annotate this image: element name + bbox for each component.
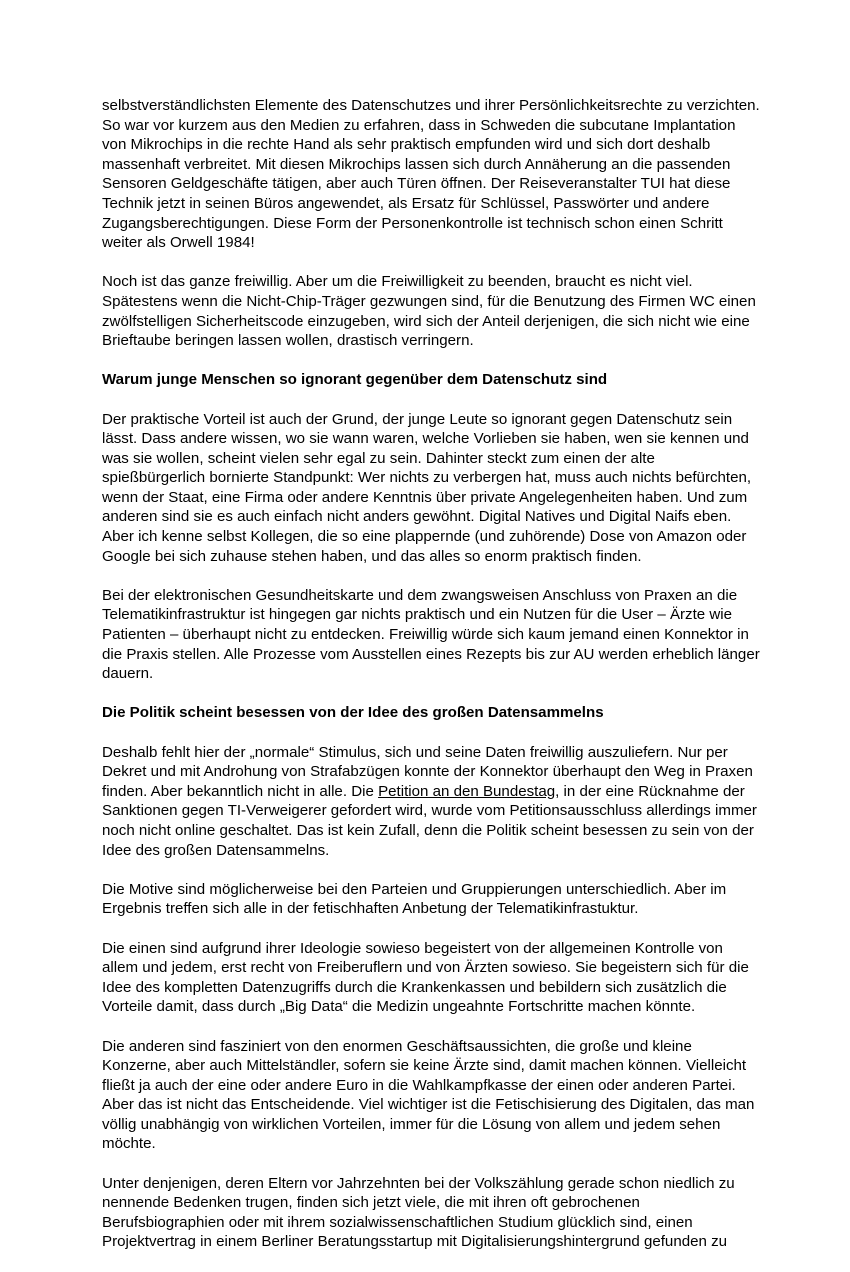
- paragraph-microchips: selbstverständlichsten Elemente des Datenschutzes und ihrer Persönlichkeitsrechte zu verzichten. So war vor kurzem aus den Medien zu erfahren, dass in Schweden die subcutane Implantation von Mikrochips in die rechte Hand als sehr praktisch empfunden wird und sich dort deshalb massenhaft verbreitet. Mit diesen Mikrochips lassen sich durch Annäherung an die passenden Sensoren Geldgeschäfte tätigen, aber auch Türen öffnen. Der Reiseveranstalter TUI hat diese Technik jetzt in seinen Büros angewendet, als Ersatz für Schlüssel, Passwörter und andere Zugangsberechtigungen. Diese Form der Personenkontrolle ist technisch schon einen Schritt weiter als Orwell 1984!: [102, 97, 760, 252]
- paragraph-petition: [102, 743, 762, 861]
- petition-link[interactable]: Petition an den Bundestag: [378, 782, 556, 800]
- document-page: [102, 96, 762, 1272]
- petition-text-after: , in der eine Rücknahme der Sanktionen gegen TI-Verweigerer gefordert wird, wurde vom Petitionsausschluss allerdings immer noch nicht online geschaltet. Das ist kein Zufall, denn die Politik scheint besessen zu sein von der Idee des großen Datensammelns.: [102, 782, 757, 859]
- paragraph-health-card: Bei der elektronischen Gesundheitskarte und dem zwangsweisen Anschluss von Praxen an die Telematikinfrastruktur ist hingegen gar nichts praktisch und ein Nutzen für die User – Ärzte wie Patienten – überhaupt nicht zu entdecken. Freiwillig würde sich kaum jemand einen Konnektor in die Praxis stellen. Alle Prozesse vom Ausstellen eines Rezepts bis zur AU werden erheblich länger dauern.: [102, 586, 760, 683]
- paragraph-ideology: Die einen sind aufgrund ihrer Ideologie sowieso begeistert von der allgemeinen Kontrolle von allem und jedem, erst recht von Freiberuflern und von Ärzten sowieso. Sie begeistern sich für die Idee des kompletten Datenzugriffs durch die Krankenkassen und bebildern sich zusätzlich die Vorteile damit, dass durch „Big Data“ die Medizin ungeahnte Fortschritte machen könnte.: [102, 939, 749, 1016]
- paragraph-practical-advantage: Der praktische Vorteil ist auch der Grund, der junge Leute so ignorant gegen Datenschutz sein lässt. Dass andere wissen, wo sie wann waren, welche Vorlieben sie haben, wen sie kennen und was sie wollen, scheint vielen sehr egal zu sein. Dahinter steckt zum einen der alte spießbürgerlich bornierte Standpunkt: Wer nichts zu verbergen hat, muss auch nichts befürchten, wenn der Staat, eine Firma oder andere Kenntnis über private Angelegenheiten haben. Und zum anderen sind sie es auch einfach nicht anders gewöhnt. Digital Natives und Digital Naifs eben. Aber ich kenne selbst Kollegen, die so eine plappernde (und zuhörende) Dose von Amazon oder Google bei sich zuhause stehen haben, und das alles so enorm praktisch finden.: [102, 410, 752, 565]
- paragraph-motives: Die Motive sind möglicherweise bei den Parteien und Gruppierungen unterschiedlich. Aber im Ergebnis treffen sich alle in der fetischhaften Anbetung der Telematikinfrastuktur.: [102, 880, 727, 918]
- heading-young-people: Warum junge Menschen so ignorant gegenüber dem Datenschutz sind: [102, 371, 608, 389]
- paragraph-voluntariness: Noch ist das ganze freiwillig. Aber um die Freiwilligkeit zu beenden, braucht es nicht viel. Spätestens wenn die Nicht-Chip-Träger gezwungen sind, für die Benutzung des Firmen WC einen zwölfstelligen Sicherheitscode einzugeben, wird sich der Anteil derjenigen, die sich nicht wie eine Brieftaube beringen lassen wollen, drastisch verringern.: [102, 273, 756, 350]
- paragraph-census: Unter denjenigen, deren Eltern vor Jahrzehnten bei der Volkszählung gerade schon niedlich zu nennende Bedenken trugen, finden sich jetzt viele, die mit ihren oft gebrochenen Berufsbiographien oder mit ihrem sozialwissenschaftlichen Studium glücklich sind, einen Projektvertrag in einem Berliner Beratungsstartup mit Digitalisierungshintergrund gefunden zu: [102, 1174, 735, 1251]
- paragraph-business: Die anderen sind fasziniert von den enormen Geschäftsaussichten, die große und kleine Konzerne, aber auch Mittelständler, sofern sie keine Ärzte sind, damit machen können. Vielleicht fließt ja auch der eine oder andere Euro in die Wahlkampfkasse der einen oder anderen Partei. Aber das ist nicht das Entscheidende. Viel wichtiger ist die Fetischisierung des Digitalen, das man völlig unabhängig von wirklichen Vorteilen, immer für die Lösung von allem und jedem sehen möchte.: [102, 1037, 755, 1153]
- heading-politics: Die Politik scheint besessen von der Idee des großen Datensammelns: [102, 704, 604, 722]
- petition-text-before: Deshalb fehlt hier der „normale“ Stimulus, sich und seine Daten freiwillig auszuliefern. Nur per Dekret und mit Androhung von Strafabzügen konnte der Konnektor überhaupt den Weg in Praxen finden. Aber bekanntlich nicht in alle. Die: [102, 743, 753, 800]
